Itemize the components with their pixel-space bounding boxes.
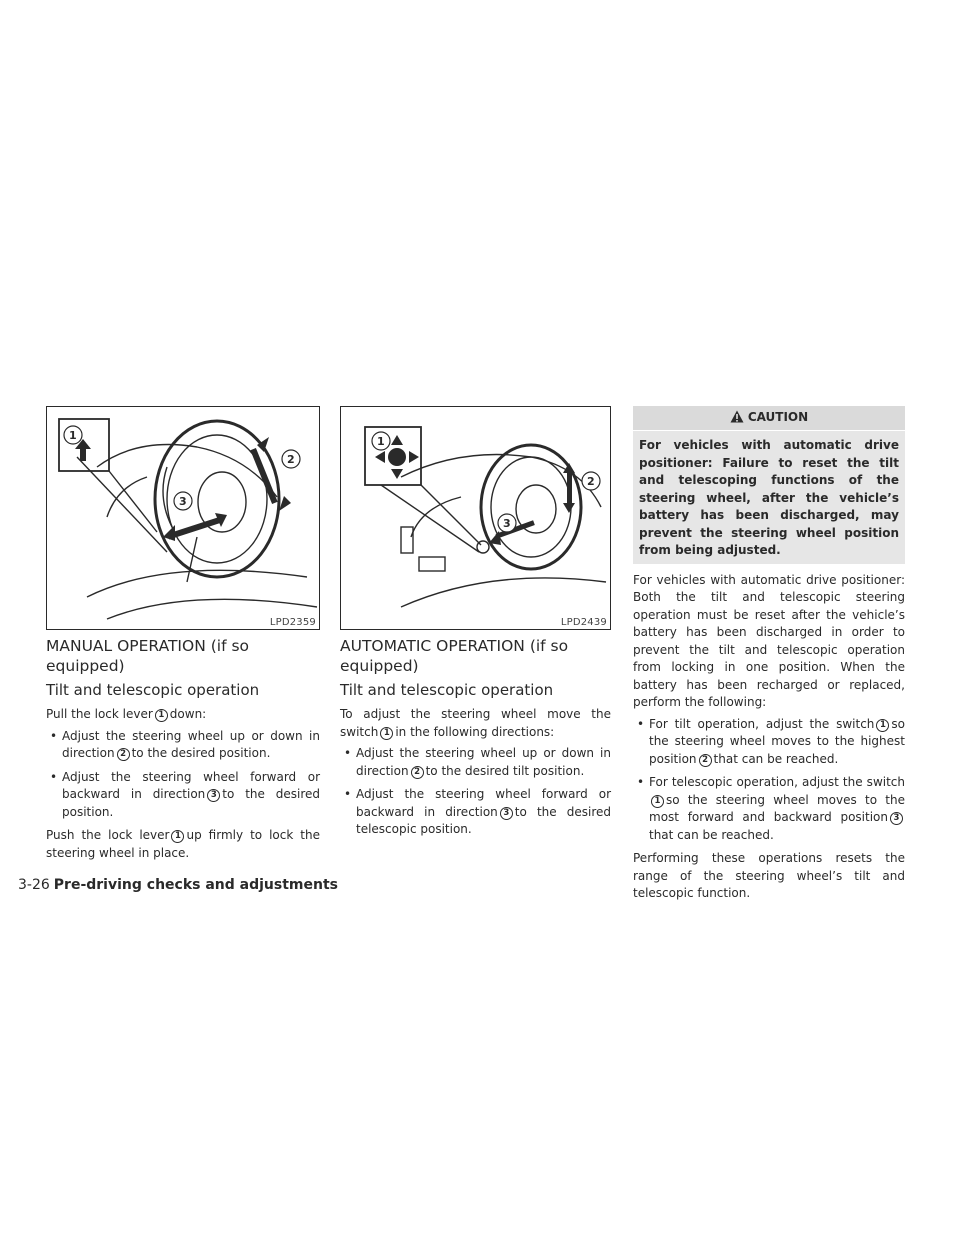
list-item: • For telescopic operation, adjust the switch1 so the steering wheel moves to the most forward and backward position 3that can be reached. bbox=[637, 775, 905, 842]
callout-1-icon: 1 bbox=[380, 727, 393, 740]
warning-icon bbox=[730, 410, 744, 428]
callout-3-icon: 3 bbox=[207, 789, 220, 802]
list-item: • Adjust the steering wheel forward or backward in direction 3 to the desired position. bbox=[50, 769, 320, 819]
list-item: • Adjust the steering wheel up or down in direction 2 to the desired position. bbox=[50, 728, 320, 760]
caution-header bbox=[633, 406, 905, 431]
column-caution bbox=[633, 406, 905, 907]
page-number: 3-26 bbox=[18, 877, 50, 893]
intro-paragraph: Pull the lock lever 1 down: bbox=[46, 707, 207, 721]
subheading: Tilt and telescopic operation bbox=[46, 681, 260, 699]
page-footer bbox=[18, 877, 338, 893]
callout-1-icon: 1 bbox=[651, 795, 664, 808]
closing-paragraph: Performing these operations resets the range of the steering wheel’s tilt and telescopic function. bbox=[633, 851, 905, 900]
caution-box bbox=[633, 406, 905, 564]
callout-3: 3 bbox=[503, 517, 511, 530]
callout-3: 3 bbox=[179, 495, 187, 508]
callout-2: 2 bbox=[587, 475, 595, 488]
figure-manual-steering bbox=[46, 406, 320, 630]
bullet-list bbox=[340, 745, 611, 839]
callout-3-icon: 3 bbox=[500, 807, 513, 820]
callout-1-icon: 1 bbox=[155, 709, 168, 722]
list-item: • For tilt operation, adjust the switch 1 so the steering wheel moves to the highest position 2 that can be reached. bbox=[637, 716, 905, 766]
callout-3-icon: 3 bbox=[890, 812, 903, 825]
callout-2-icon: 2 bbox=[699, 754, 712, 767]
manual-steering-illustration bbox=[47, 407, 320, 630]
callout-1-icon: 1 bbox=[171, 830, 184, 843]
callout-2-icon: 2 bbox=[117, 748, 130, 761]
list-item: • Adjust the steering wheel forward or backward in direction 3 to the desired telescopic position. bbox=[344, 787, 611, 836]
callout-1: 1 bbox=[377, 435, 385, 448]
figure-automatic-steering bbox=[340, 406, 611, 630]
callout-2-icon: 2 bbox=[411, 766, 424, 779]
outro-paragraph: Push the lock lever 1 up firmly to lock the steering wheel in place. bbox=[46, 828, 320, 860]
callout-1: 1 bbox=[69, 429, 77, 442]
intro-paragraph: To adjust the steering wheel move the switch 1 in the following directions: bbox=[340, 707, 611, 739]
callout-1-icon: 1 bbox=[876, 719, 889, 732]
column-automatic bbox=[340, 406, 611, 845]
bullet-list bbox=[46, 728, 320, 822]
figure-code: LPD2439 bbox=[560, 617, 607, 628]
caution-title: CAUTION bbox=[747, 410, 809, 424]
bullet-list bbox=[633, 716, 905, 845]
list-item: • Adjust the steering wheel up or down in direction 2 to the desired tilt position. bbox=[344, 746, 611, 778]
column-manual bbox=[46, 406, 320, 866]
chapter-title: Pre-driving checks and adjustments bbox=[53, 877, 338, 893]
reset-paragraph: For vehicles with automatic drive positioner: Both the tilt and telescopic steering operation must be reset after the vehicle’s battery has been discharged in order to prevent the tilt and telescopic operation from locking in one position. When the battery has been recharged or replaced, perform the following: bbox=[633, 572, 905, 709]
figure-code: LPD2359 bbox=[269, 617, 316, 628]
section-heading: MANUAL OPERATION (if so equipped) bbox=[46, 637, 250, 675]
callout-2: 2 bbox=[287, 453, 295, 466]
caution-text: For vehicles with automatic drive positioner: Failure to reset the tilt and telescoping functions of the steering wheel, after the vehicle’s battery has been discharged, may prevent the steering wheel position from being adjusted. bbox=[639, 438, 899, 557]
subheading: Tilt and telescopic operation bbox=[340, 681, 554, 699]
section-heading: AUTOMATIC OPERATION (if so equipped) bbox=[340, 637, 569, 675]
automatic-steering-illustration bbox=[341, 407, 611, 630]
